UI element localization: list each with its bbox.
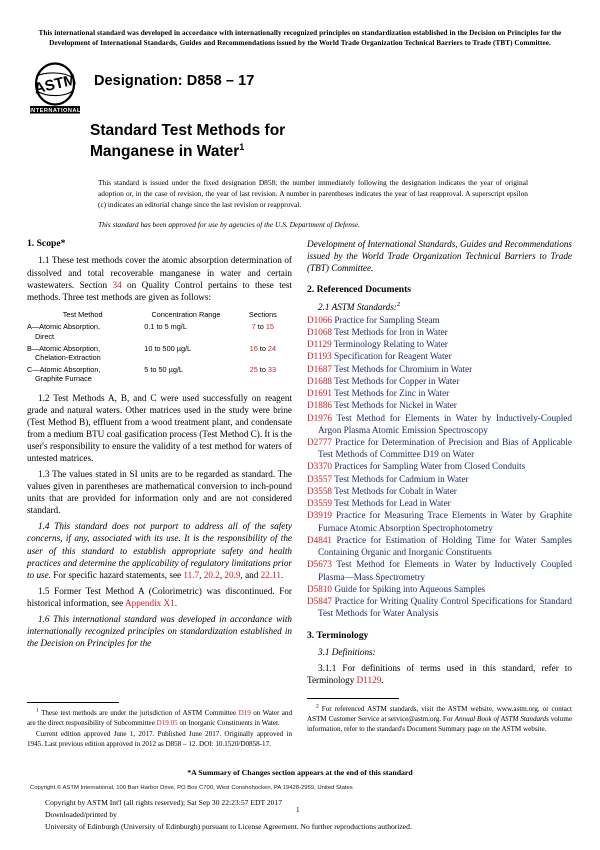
method-c-line1: C—Atomic Absorption,: [27, 365, 101, 375]
paragraph-1-6: 1.6 This international standard was developed in accordance with internationally recognized principles on standardization established in the Decision on Principles for the: [27, 613, 292, 648]
copyright-line: Copyright © ASTM International, 100 Barr Harbor Drive, PO Box C700, West Conshohocken, PA 19428-2959, United States: [30, 785, 353, 791]
term-body-a: 3.1.1 For definitions of terms used in this standard, refer to Terminology: [307, 663, 572, 686]
term-body-b: .: [381, 675, 384, 686]
standard-id[interactable]: D1976: [307, 412, 333, 423]
standard-title[interactable]: Terminology Relating to Water: [333, 339, 448, 350]
standard-id[interactable]: D5847: [307, 596, 333, 607]
license-line-1: Copyright by ASTM Int'l (all rights reserved); Sat Sep 30 22:23:57 EDT 2017: [45, 798, 283, 807]
table-header-row: [27, 310, 292, 321]
standard-title[interactable]: Practice for Estimation of Holding Time for Water Samples Containing Organic and Inorganic Constituents: [318, 534, 573, 558]
column-header-concentration-range: Concentration Range: [151, 309, 221, 319]
annual-book-title: Annual Book of ASTM Standards: [454, 715, 549, 724]
cell-range-c: 5 to 50 µg/L: [144, 365, 183, 375]
p1-5-text-a: 1.5 Former Test Method A (Colorimetric) was discontinued. For historical information, see: [27, 585, 292, 608]
paragraph-1-4: 1.4 This standard does not purport to address all of the safety concerns, if any, associated with its use. It is the responsibility of the user of this standard to establish appropriate safety and health practices and determine the applicability of regulatory limitations prior to use. For specific hazard statements, see 11.7, 20.2, 20.9, and 22.11.: [27, 521, 292, 580]
cell-sections-a: [234, 321, 292, 342]
paragraph-1-6-continued: Development of International Standards, Guides and Recommendations issued by the World Trade Organization Technical Barriers to Trade (TBT) Committee.: [307, 239, 572, 274]
standard-title[interactable]: Test Methods for Lead in Water: [334, 498, 451, 509]
table-row: [27, 364, 292, 385]
table-row: [27, 321, 292, 342]
section-link-33[interactable]: 33: [267, 365, 277, 375]
standard-title[interactable]: Test Methods for Nickel in Water: [334, 400, 457, 411]
hazard-link-20-2[interactable]: 20.2: [203, 569, 220, 580]
list-item[interactable]: [307, 387, 572, 399]
issue-note: This standard is issued under the fixed designation D858; the number immediately following the designation indicates the year of original adoption or, in the case of revision, the year of last revision. A number in parentheses indicates the year of last reapproval. A superscript epsilon (ε) indicates an editorial change since the last revision or reapproval.: [98, 178, 528, 209]
standard-title[interactable]: Test Methods for Chromium in Water: [334, 363, 473, 374]
section-34-link[interactable]: 34: [112, 279, 122, 290]
standard-title[interactable]: Test Methods for Zinc in Water: [334, 388, 450, 399]
footnote-1: [27, 708, 292, 728]
standard-id[interactable]: D4841: [307, 534, 333, 545]
page-number: 1: [296, 806, 300, 814]
standard-title[interactable]: Test Methods for Cadmium in Water: [334, 473, 469, 484]
footnote-2-text-b: volume information, refer to the standard's Document Summary page on the ASTM website.: [307, 715, 572, 734]
astm-logo-icon: [28, 62, 84, 114]
standard-title[interactable]: Specification for Reagent Water: [333, 351, 452, 362]
list-item[interactable]: [307, 363, 572, 375]
standard-id[interactable]: D1687: [307, 363, 333, 374]
terminology-d1129-link[interactable]: D1129: [356, 675, 382, 686]
astm-standards-footnote-marker: 2: [396, 300, 401, 308]
hazard-link-22-11[interactable]: 22.11: [260, 569, 281, 580]
svg-text:INTERNATIONAL: INTERNATIONAL: [29, 108, 81, 114]
section-heading-scope: 1. Scope*: [27, 238, 66, 249]
subheading-definitions: 3.1 Definitions:: [318, 646, 376, 657]
column-header-sections: Sections: [248, 309, 277, 319]
standard-title[interactable]: Practice for Sampling Steam: [334, 314, 440, 325]
subcommittee-d19-05-link[interactable]: D19.05: [156, 719, 178, 728]
designation-label: Designation: D858 – 17: [94, 73, 255, 89]
title-footnote-marker: 1: [239, 141, 245, 152]
standard-id[interactable]: D3919: [307, 510, 333, 521]
standard-id[interactable]: D1193: [307, 351, 332, 362]
standard-id[interactable]: D3557: [307, 473, 333, 484]
footnote-divider: [307, 698, 399, 699]
standard-title[interactable]: Practice for Measuring Trace Elements in Water by Graphite Furnace Atomic Absorption Spectrophotometry: [318, 510, 573, 533]
p1-4-italic-text: 1.4 This standard does not purport to address all of the safety concerns, if any, associated with its use. It is the responsibility of the user of this standard to establish appropriate safety and health practices and determine the applicability of regulatory limitations prior to use.: [27, 521, 292, 580]
list-item[interactable]: [307, 399, 572, 411]
referenced-standards-list: [307, 314, 572, 620]
footnote-1-text-b: on Water and are the direct responsibility of Subcommittee: [27, 709, 292, 728]
list-item[interactable]: [307, 534, 572, 558]
paragraph-3-1-1: [307, 662, 572, 686]
astm-standards-label: 2.1 ASTM Standards:: [318, 301, 397, 312]
standard-id[interactable]: D2777: [307, 437, 333, 447]
column-header-test-method: Test Method: [62, 309, 103, 319]
standard-id[interactable]: D5810: [307, 583, 333, 594]
list-item[interactable]: [307, 509, 572, 533]
paragraph-1-2: 1.2 Test Methods A, B, and C were used successfully on reagent grade and natural waters. Other matrices used in the study were brine (Test Method B), effluent from a wood treatment plant, and condensate from a medium BTU coal gasification process (Test Method C). It is the user's responsibility to ensure the validity of a test method for waters of untested matrices.: [27, 392, 292, 464]
section-link-15[interactable]: 15: [265, 322, 274, 332]
test-methods-table: [27, 310, 292, 385]
summary-of-changes-note: *A Summary of Changes section appears at the end of this standard: [187, 768, 413, 777]
standard-id[interactable]: D1688: [307, 375, 333, 386]
list-item[interactable]: [307, 326, 572, 338]
footnote-1-marker: 1: [36, 707, 39, 714]
cell-method-b: [27, 342, 138, 363]
paragraph-1-5: [27, 585, 292, 609]
cell-sections-b: [234, 342, 292, 363]
footnote-1-text-a: These test methods are under the jurisdiction of ASTM Committee: [41, 709, 239, 717]
standard-title[interactable]: Guide for Spiking into Aqueous Samples: [334, 583, 486, 594]
license-block: [45, 797, 555, 832]
cell-range-b: 10 to 500 µg/L: [144, 343, 192, 353]
standard-id[interactable]: D1068: [307, 326, 333, 337]
standard-title[interactable]: Test Methods for Iron in Water: [334, 326, 448, 337]
right-column: [307, 238, 572, 686]
section-link-24[interactable]: 24: [267, 343, 277, 353]
list-item[interactable]: [307, 375, 572, 387]
license-line-2: Downloaded/printed by: [45, 809, 117, 819]
footnote-2-marker: 2: [316, 703, 319, 710]
subheading-astm-standards: [307, 301, 572, 313]
joiner-a: to: [255, 322, 266, 332]
approval-note: This standard has been approved for use by agencies of the U.S. Department of Defense.: [98, 219, 360, 229]
footnote-left: [27, 702, 292, 749]
p1-4-tail-a: For specific hazard statements, see: [51, 569, 184, 580]
section-link-16[interactable]: 16: [249, 343, 258, 353]
standard-id[interactable]: D5673: [307, 559, 333, 570]
list-item[interactable]: [307, 497, 572, 509]
footnote-2: [307, 704, 572, 734]
left-column: [27, 238, 292, 649]
license-line-3: University of Edinburgh (University of Edinburgh) pursuant to License Agreement. No further reproductions authorized.: [45, 821, 412, 831]
section-link-25[interactable]: 25: [249, 365, 258, 375]
title-block: [90, 120, 530, 231]
cell-method-a: [27, 321, 138, 342]
section-heading-terminology: 3. Terminology: [307, 629, 369, 641]
appendix-x1-link[interactable]: Appendix X1: [124, 597, 175, 608]
cell-method-c: [27, 364, 138, 385]
method-b-line2: Chelation-Extraction: [35, 352, 101, 362]
p1-1-text-a: 1.1 These test methods cover the atomic absorption determination of dissolved and total recoverable manganese in water and certain wastewaters. Section: [27, 255, 292, 290]
list-item[interactable]: [307, 473, 572, 485]
page-title: [90, 120, 530, 162]
joiner-c: to: [257, 365, 268, 375]
p1-4-tail-b: .: [281, 569, 284, 580]
cell-range-a: 0.1 to 5 mg/L: [144, 322, 187, 332]
cell-sections-c: [234, 364, 292, 385]
committee-d19-link[interactable]: D19: [238, 709, 251, 717]
method-a-line2: Direct: [35, 331, 55, 341]
standard-id[interactable]: D3559: [307, 498, 333, 509]
tbt-header-note: This international standard was developed in accordance with internationally recognized principles on standardization established in the Decision on Principles for the Development of International Standards, Guides and Recommendations issued by the World Trade Organization Technical Barriers to Trade (TBT) Committee.: [38, 29, 562, 48]
p1-1-text-b: on Quality Control pertains to these test methods. Three test methods are given as follows:: [27, 279, 292, 302]
section-heading-referenced-documents: 2. Referenced Documents: [307, 284, 411, 296]
list-item[interactable]: [307, 350, 572, 362]
p1-5-text-b: .: [174, 597, 178, 608]
footnote-edition-info: Current edition approved June 1, 2017. Published June 2017. Originally approved in 1945. Last previous edition approved in 2012 as D858 – 12. DOI: 10.1520/D0858-17.: [27, 730, 292, 749]
standard-id[interactable]: D1066: [307, 314, 333, 325]
list-item[interactable]: [307, 558, 572, 582]
standard-title[interactable]: Test Methods for Copper in Water: [334, 375, 460, 386]
standard-title[interactable]: Practice for Writing Quality Control Specifications for Standard Test Methods for Water Analysis: [318, 596, 572, 619]
title-line-2: Manganese in Water: [90, 143, 240, 161]
masthead: [28, 62, 254, 114]
standard-title[interactable]: Test Method for Elements in Water by Inductively Coupled Plasma—Mass Spectrometry: [318, 559, 572, 582]
method-b-line1: B—Atomic Absorption,: [27, 343, 101, 353]
method-c-line2: Graphite Furnace: [35, 374, 92, 384]
standard-title[interactable]: Test Methods for Cobalt in Water: [334, 485, 457, 496]
table-row: [27, 342, 292, 363]
list-item[interactable]: [307, 338, 572, 350]
list-item[interactable]: [307, 412, 572, 436]
svg-text:ASTM: ASTM: [32, 71, 78, 98]
list-item[interactable]: [307, 436, 572, 460]
footnote-divider: [27, 702, 119, 703]
standard-title[interactable]: Test Method for Elements in Water by Inductively-Coupled Argon Plasma Atomic Emission Spectroscopy: [318, 412, 572, 435]
joiner-b: to: [257, 343, 268, 353]
list-item[interactable]: [307, 485, 572, 497]
standard-title[interactable]: Practices for Sampling Water from Closed Conduits: [334, 461, 526, 472]
footnote-1-text-c: on Inorganic Constituents in Water.: [177, 719, 280, 728]
footnote-right: [307, 698, 572, 734]
standard-id[interactable]: D3558: [307, 485, 333, 496]
standard-id[interactable]: D1129: [307, 339, 332, 350]
footnote-2-text-a: For referenced ASTM standards, visit the ASTM website, www.astm.org, or contact ASTM Customer Service at service@astm.org. For: [307, 705, 572, 724]
paragraph-1-1: [27, 254, 292, 302]
list-item[interactable]: [307, 595, 572, 619]
standard-id[interactable]: D1886: [307, 400, 333, 411]
method-a-line1: A—Atomic Absorption,: [27, 322, 101, 332]
list-item[interactable]: [307, 314, 572, 326]
paragraph-1-3: 1.3 The values stated in SI units are to be regarded as standard. The values given in parentheses are mathematical conversion to inch-pound units that are provided for information only and are not considered standard.: [27, 469, 292, 516]
section-link-7[interactable]: 7: [251, 322, 256, 332]
list-item[interactable]: [307, 583, 572, 595]
standard-id[interactable]: D1691: [307, 388, 333, 399]
list-item[interactable]: [307, 460, 572, 472]
standard-id[interactable]: D3370: [307, 461, 333, 472]
hazard-link-20-9[interactable]: 20.9: [224, 569, 241, 580]
hazard-link-11-7[interactable]: 11.7: [183, 569, 200, 580]
standard-title[interactable]: Practice for Determination of Precision and Bias of Applicable Test Methods of Committee D19 on Water: [318, 437, 573, 460]
title-line-1: Standard Test Methods for: [90, 122, 286, 139]
